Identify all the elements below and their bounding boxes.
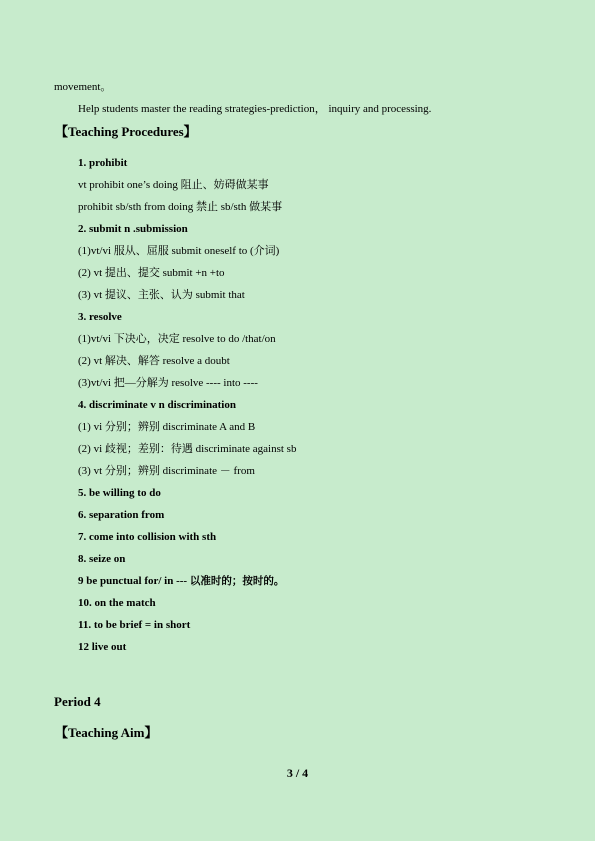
intro-line-1: movement。 [54,81,112,93]
item-7: 7. come into collision with sth [78,531,217,543]
item-2-line-b: (2) vt 提出、提交 submit +n +to [78,267,225,279]
item-9 [78,574,284,588]
item-3-line-b: (2) vt 解决、解答 resolve a doubt [78,355,230,367]
item-1-line-b: prohibit sb/sth from doing 禁止 sb/sth 做某事 [78,201,283,213]
item-2-line-a: (1)vt/vi 服从、屈服 submit oneself to (介词) [78,245,280,257]
section-teaching-aim: 【Teaching Aim】 [55,725,158,740]
item-8: 8. seize on [78,553,126,565]
item-1-line-a: vt prohibit one’s doing 阻止、妨碍做某事 [78,179,269,191]
item-3-title: 3. resolve [78,311,122,323]
item-6: 6. separation from [78,509,165,521]
item-3-line-a: (1)vt/vi 下决心，决定 resolve to do /that/on [78,333,276,345]
section-period-4: Period 4 [54,694,101,709]
item-2-line-c: (3) vt 提议、主张、认为 submit that [78,289,245,301]
item-4-line-c: (3) vt 分别；辨别 discriminate － from [78,465,255,477]
item-10: 10. on the match [78,597,156,609]
item-12: 12 live out [78,641,127,653]
item-9-english: 9 be punctual for/ in --- [78,575,190,587]
item-3-line-c: (3)vt/vi 把—分解为 resolve ---- into ---- [78,377,258,389]
intro-line-2: Help students master the reading strategies-prediction， inquiry and processing. [78,103,432,115]
item-5: 5. be willing to do [78,487,161,499]
item-9-chinese: 以准时的；按时的。 [189,575,285,587]
item-4-title: 4. discriminate v n discrimination [78,399,236,411]
item-11: 11. to be brief = in short [78,619,191,631]
item-4-line-a: (1) vi 分别；辨别 discriminate A and B [78,421,256,433]
item-4-line-b: (2) vi 歧视；差别：待遇 discriminate against sb [78,443,297,455]
page-number: 3 / 4 [286,766,309,780]
section-teaching-procedures: 【Teaching Procedures】 [55,124,197,139]
item-2-title: 2. submit n .submission [78,223,188,235]
item-1-title: 1. prohibit [78,157,128,169]
